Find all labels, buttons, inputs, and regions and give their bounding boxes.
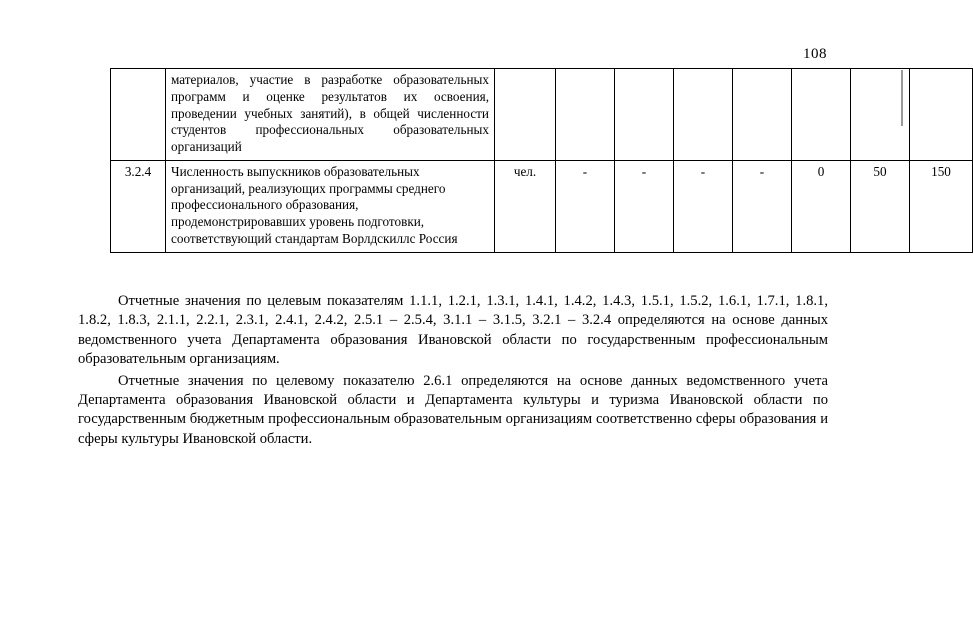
page-number: 108: [803, 46, 827, 62]
cell-unit: чел.: [495, 160, 556, 252]
cell-value: 150: [910, 160, 973, 252]
cell-value: [792, 69, 851, 161]
cell-unit: [495, 69, 556, 161]
body-text: [78, 292, 828, 451]
cell-value: [615, 69, 674, 161]
table-row: [111, 160, 973, 252]
cell-value: 50: [851, 160, 910, 252]
indicators-table: [110, 68, 951, 253]
cell-name: материалов, участие в разработке образовательных программ и оценке результатов их освоения, проведении учебных занятий), в общей численности студентов профессиональных образовательных организаций: [166, 69, 495, 161]
cell-value: [733, 69, 792, 161]
paragraph-2: Отчетные значения по целевому показателю 2.6.1 определяются на основе данных ведомственного учета Департамента образования Ивановской области и Департамента культуры и туризма Ивановской области по государственным бюджетным профессиональным образовательным организациям соответственно сферы образования и сферы культуры Ивановской области.: [78, 372, 828, 447]
paragraph-1: Отчетные значения по целевым показателям 1.1.1, 1.2.1, 1.3.1, 1.4.1, 1.4.2, 1.4.3, 1.5.1, 1.5.2, 1.6.1, 1.7.1, 1.8.1, 1.8.2, 1.8.3, 2.1.1, 2.2.1, 2.3.1, 2.4.1, 2.4.2, 2.5.1 – 2.5.4, 3.1.1 – 3.1.5, 3.2.1 – 3.2.4 определяются на основе данных ведомственного учета Департамента образования Ивановской области по государственным профессиональным образовательным организациям.: [78, 293, 828, 368]
cell-code: 3.2.4: [111, 160, 166, 252]
cell-value: -: [674, 160, 733, 252]
cell-name: Численность выпускников образовательных организаций, реализующих программы среднего профессионального образования, продемонстрировавших уровень подготовки, соответствующий стандартам Ворлдскиллс Россия: [166, 160, 495, 252]
cell-value: -: [733, 160, 792, 252]
cell-value: -: [556, 160, 615, 252]
cell-value: -: [615, 160, 674, 252]
cell-value: 0: [792, 160, 851, 252]
cell-value: [674, 69, 733, 161]
table-row: [111, 69, 973, 161]
cell-value: [910, 69, 973, 161]
cell-value: [851, 69, 910, 161]
cell-code: [111, 69, 166, 161]
cell-value: [556, 69, 615, 161]
